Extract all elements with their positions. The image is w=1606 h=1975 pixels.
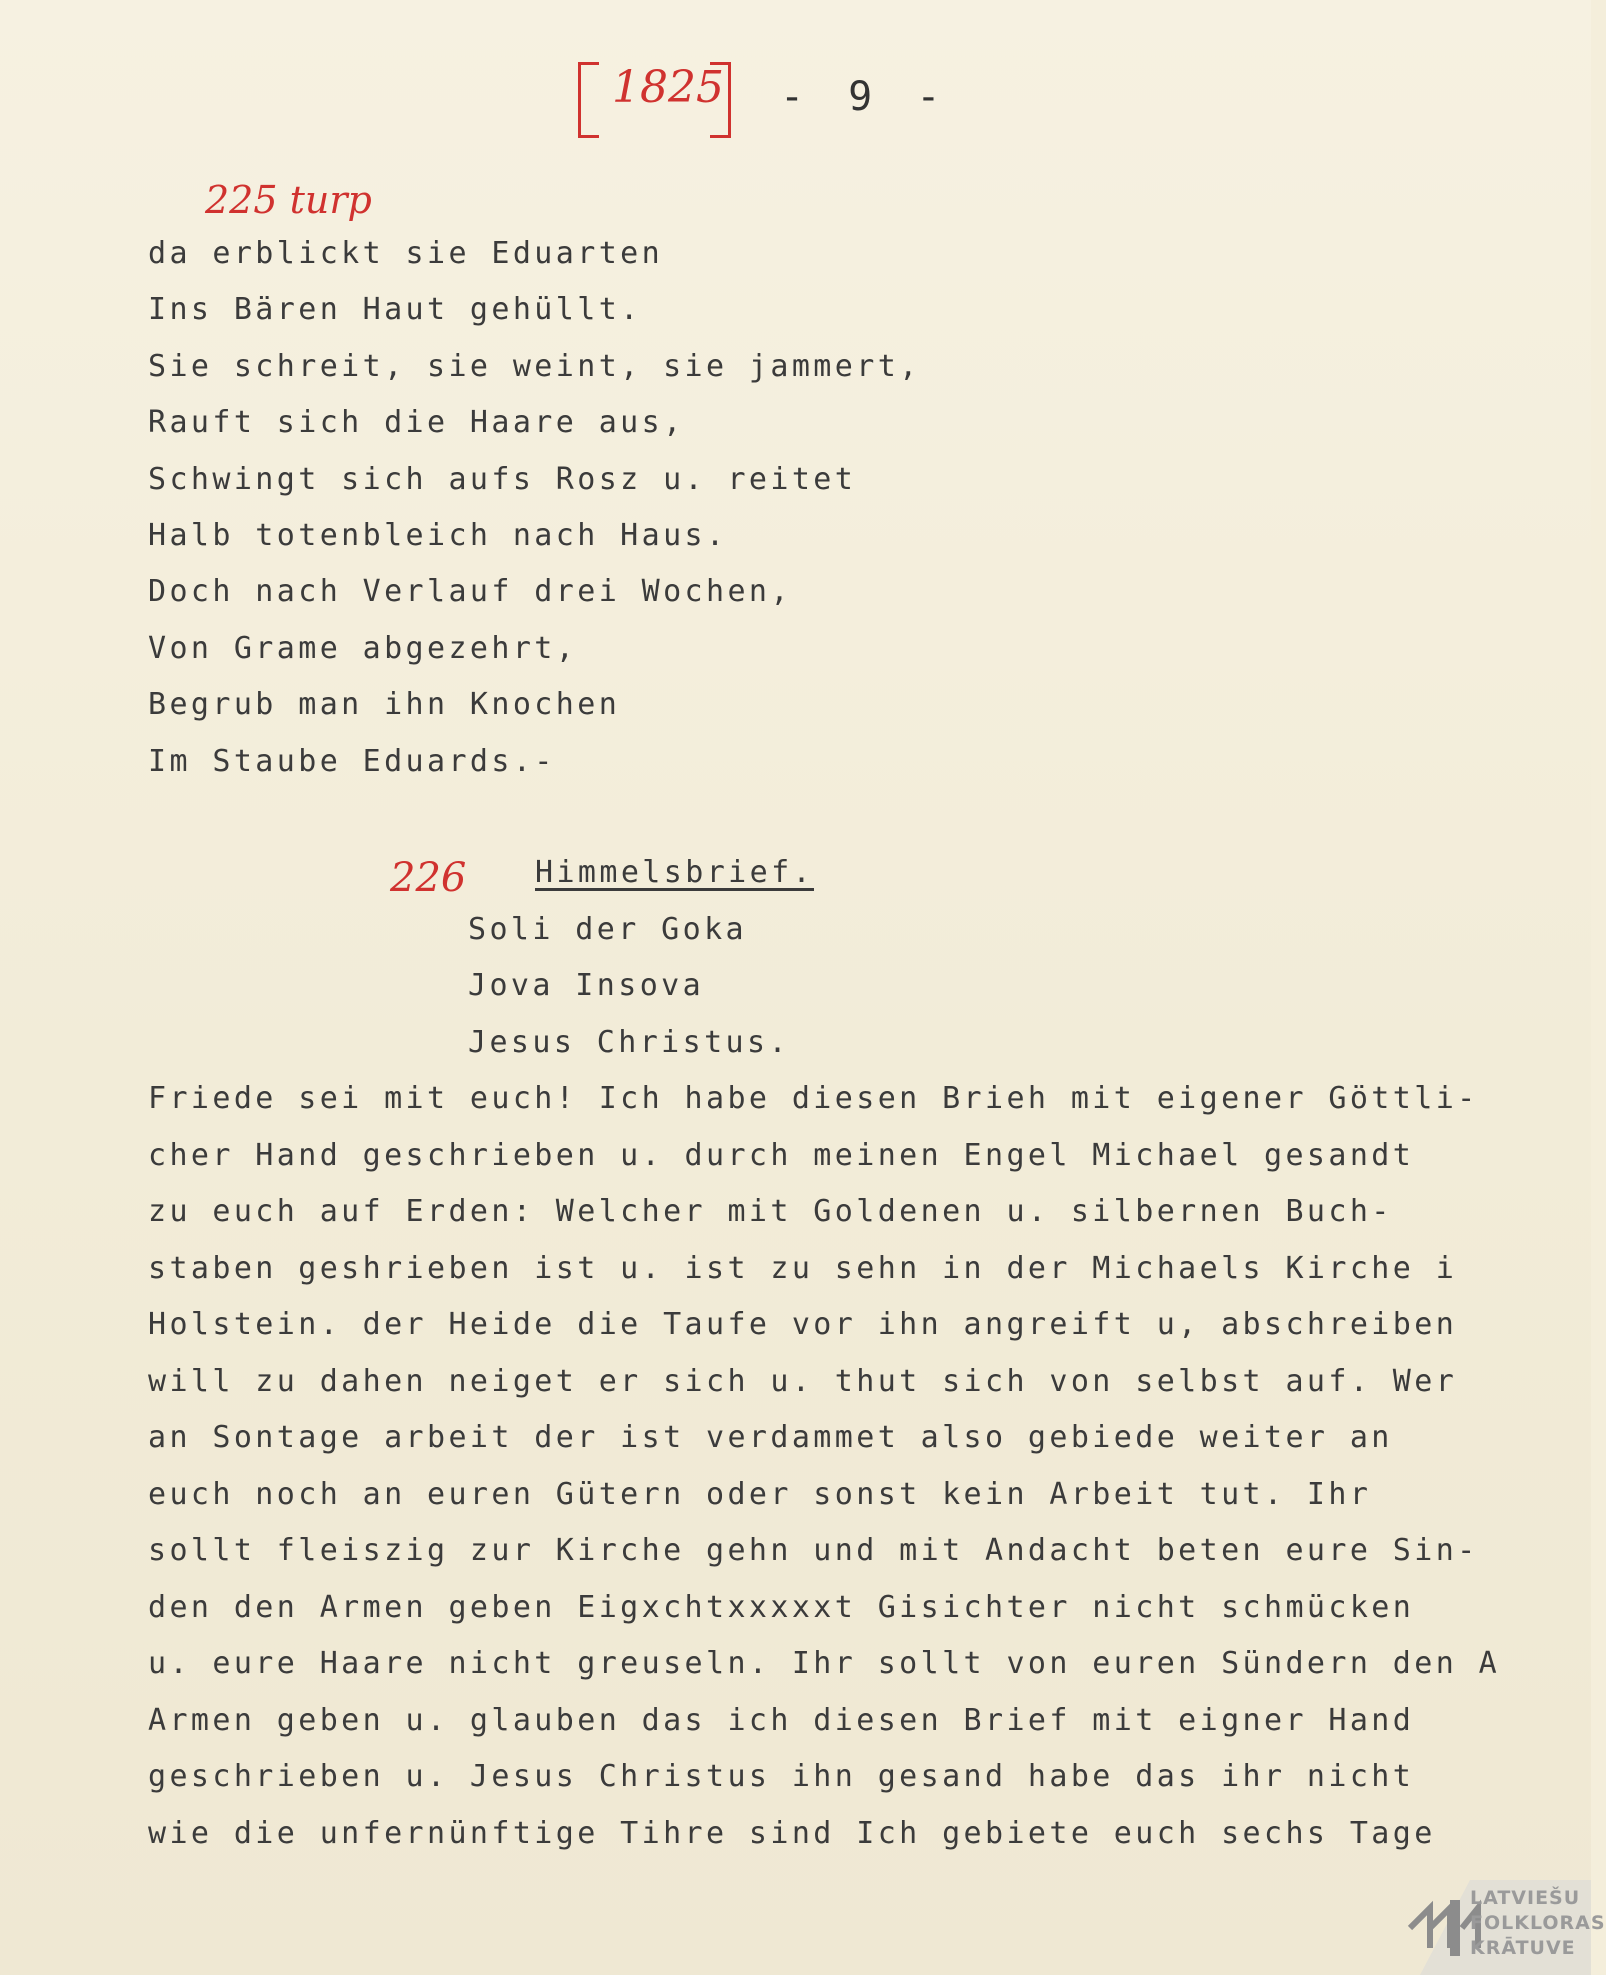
invocation-line: Jova Insova	[468, 968, 705, 1003]
entry-226-annotation: 226	[390, 855, 467, 901]
poem-line: Im Staube Eduards.-	[148, 744, 556, 779]
letter-title: Himmelsbrief.	[535, 855, 814, 890]
body-line: will zu dahen neiget er sich u. thut sich von selbst auf. Wer	[148, 1364, 1458, 1399]
invocation-line: Soli der Goka	[468, 912, 747, 947]
poem-line: Von Grame abgezehrt,	[148, 631, 578, 666]
body-line: staben geshrieben ist u. ist zu sehn in der Michaels Kirche i	[148, 1251, 1458, 1286]
body-line: zu euch auf Erden: Welcher mit Goldenen u. silbernen Buch-	[148, 1194, 1393, 1229]
page-number: - 9 -	[780, 74, 951, 120]
body-line: geschrieben u. Jesus Christus ihn gesand habe das ihr nicht	[148, 1759, 1415, 1794]
poem-line: Rauft sich die Haare aus,	[148, 405, 685, 440]
body-line: Friede sei mit euch! Ich habe diesen Brieh mit eigener Göttli-	[148, 1081, 1479, 1116]
body-line: euch noch an euren Gütern oder sonst kein Arbeit tut. Ihr	[148, 1477, 1372, 1512]
logo-line: FOLKLORAS	[1470, 1912, 1606, 1934]
logo-line: LATVIEŠU	[1470, 1887, 1581, 1909]
poem-line: Begrub man ihn Knochen	[148, 687, 621, 722]
chevron-left-icon	[1410, 1908, 1430, 1948]
body-line: sollt fleiszig zur Kirche gehn und mit Andacht beten eure Sin-	[148, 1533, 1479, 1568]
year-annotation: 1825	[612, 62, 724, 113]
entry-225-annotation: 225 turp	[205, 178, 372, 222]
poem-line: Ins Bären Haut gehüllt.	[148, 292, 642, 327]
logo-line: KRĀTUVE	[1470, 1937, 1576, 1959]
red-bracket-right	[710, 62, 731, 138]
poem-line: Halb totenbleich nach Haus.	[148, 518, 728, 553]
body-line: Armen geben u. glauben das ich diesen Brief mit eigner Hand	[148, 1703, 1415, 1738]
poem-line: Sie schreit, sie weint, sie jammert,	[148, 349, 921, 384]
body-line: cher Hand geschrieben u. durch meinen Engel Michael gesandt	[148, 1138, 1415, 1173]
invocation-line: Jesus Christus.	[468, 1025, 790, 1060]
poem-line: Doch nach Verlauf drei Wochen,	[148, 574, 792, 609]
archive-logo-text	[1470, 1886, 1606, 1961]
red-bracket-left	[578, 62, 599, 138]
body-line: Holstein. der Heide die Taufe vor ihn angreift u, abschreiben	[148, 1307, 1458, 1342]
body-line: u. eure Haare nicht greuseln. Ihr sollt von euren Sündern den A	[148, 1646, 1501, 1681]
body-line: an Sontage arbeit der ist verdammet also gebiede weiter an	[148, 1420, 1393, 1455]
body-line: wie die unfernünftige Tihre sind Ich gebiete euch sechs Tage	[148, 1816, 1436, 1851]
poem-line: da erblickt sie Eduarten	[148, 236, 664, 271]
poem-line: Schwingt sich aufs Rosz u. reitet	[148, 462, 857, 497]
body-line: den den Armen geben Eigxchtxxxxxt Gisichter nicht schmücken	[148, 1590, 1415, 1625]
